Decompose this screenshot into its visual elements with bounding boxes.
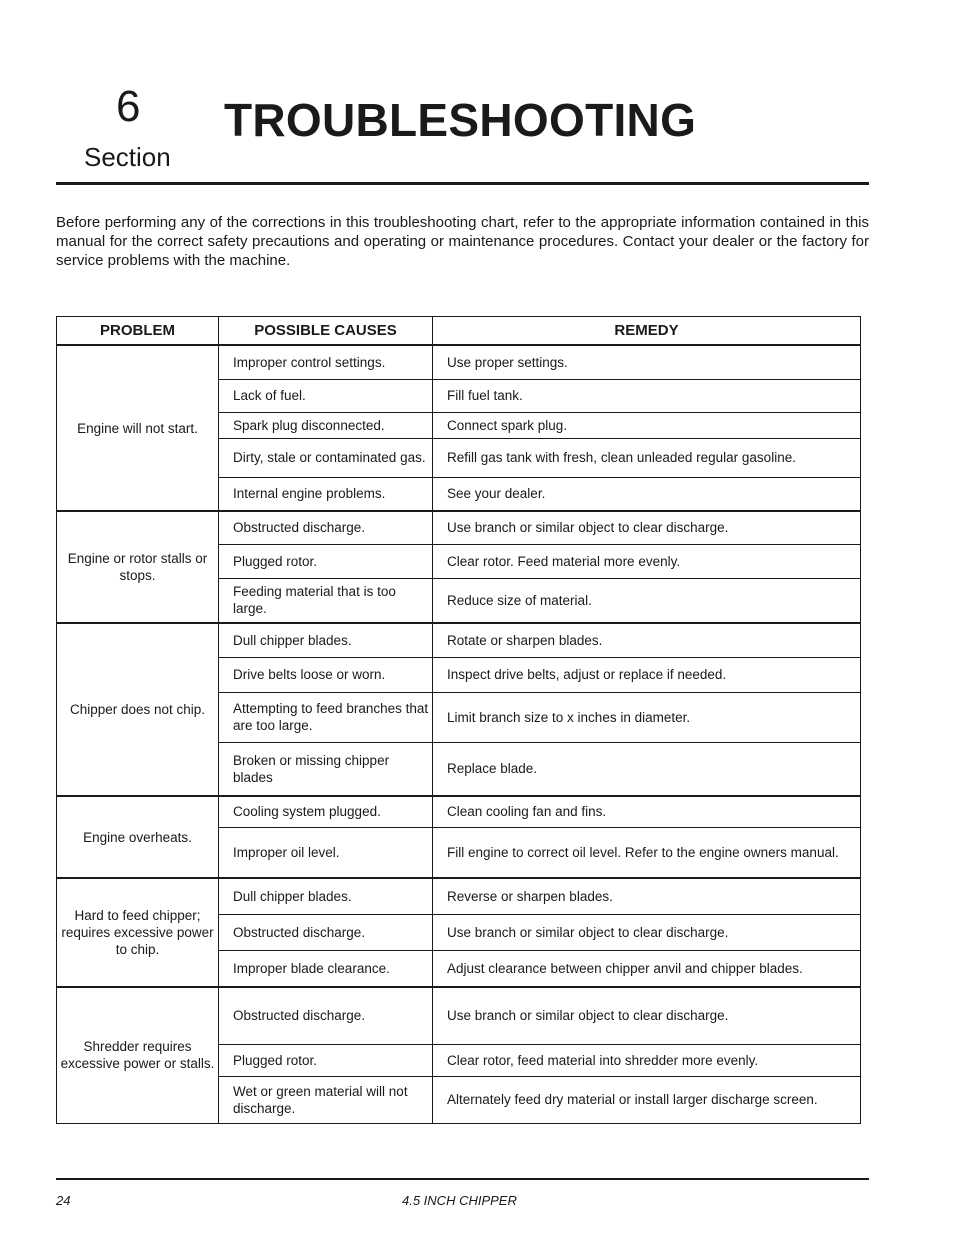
remedy-cell: Adjust clearance between chipper anvil and chipper blades. xyxy=(433,950,861,987)
table-row xyxy=(57,987,861,1044)
problem-cell: Engine will not start. xyxy=(57,345,219,511)
cause-cell: Obstructed discharge. xyxy=(219,987,433,1044)
cause-cell: Feeding material that is too large. xyxy=(219,578,433,623)
column-header-causes: POSSIBLE CAUSES xyxy=(219,317,433,346)
remedy-cell: Use branch or similar object to clear discharge. xyxy=(433,987,861,1044)
cause-cell: Dull chipper blades. xyxy=(219,878,433,914)
problem-cell: Engine overheats. xyxy=(57,796,219,878)
cause-cell: Spark plug disconnected. xyxy=(219,412,433,438)
table-row xyxy=(57,511,861,544)
table-row xyxy=(57,796,861,827)
remedy-cell: Alternately feed dry material or install larger discharge screen. xyxy=(433,1076,861,1123)
remedy-cell: Clear rotor, feed material into shredder more evenly. xyxy=(433,1044,861,1076)
cause-cell: Attempting to feed branches that are too large. xyxy=(219,692,433,742)
cause-cell: Dirty, stale or contaminated gas. xyxy=(219,438,433,477)
remedy-cell: Connect spark plug. xyxy=(433,412,861,438)
column-header-problem: PROBLEM xyxy=(57,317,219,346)
footer-divider xyxy=(56,1178,869,1180)
intro-paragraph: Before performing any of the corrections in this troubleshooting chart, refer to the appropriate information contained in this manual for the correct safety precautions and operating or maintenance procedures. Contact your dealer or the factory for service problems with the machine. xyxy=(56,214,869,269)
table-header-row xyxy=(57,317,861,346)
cause-cell: Improper control settings. xyxy=(219,345,433,379)
cause-cell: Improper blade clearance. xyxy=(219,950,433,987)
remedy-cell: Reduce size of material. xyxy=(433,578,861,623)
problem-cell: Engine or rotor stalls or stops. xyxy=(57,511,219,623)
remedy-cell: Fill engine to correct oil level. Refer to the engine owners manual. xyxy=(433,827,861,878)
remedy-cell: Rotate or sharpen blades. xyxy=(433,623,861,657)
remedy-cell: Inspect drive belts, adjust or replace if needed. xyxy=(433,657,861,692)
footer-doc-title: 4.5 INCH CHIPPER xyxy=(402,1193,517,1208)
remedy-cell: See your dealer. xyxy=(433,477,861,511)
remedy-cell: Use branch or similar object to clear discharge. xyxy=(433,511,861,544)
cause-cell: Improper oil level. xyxy=(219,827,433,878)
cause-cell: Lack of fuel. xyxy=(219,379,433,412)
remedy-cell: Limit branch size to x inches in diameter. xyxy=(433,692,861,742)
remedy-cell: Replace blade. xyxy=(433,742,861,796)
cause-cell: Obstructed discharge. xyxy=(219,914,433,950)
remedy-cell: Use branch or similar object to clear discharge. xyxy=(433,914,861,950)
cause-cell: Plugged rotor. xyxy=(219,1044,433,1076)
remedy-cell: Clear rotor. Feed material more evenly. xyxy=(433,544,861,578)
cause-cell: Obstructed discharge. xyxy=(219,511,433,544)
remedy-cell: Fill fuel tank. xyxy=(433,379,861,412)
column-header-remedy: REMEDY xyxy=(433,317,861,346)
header-divider xyxy=(56,182,869,185)
cause-cell: Internal engine problems. xyxy=(219,477,433,511)
table-row xyxy=(57,623,861,657)
page-title: TROUBLESHOOTING xyxy=(224,94,697,146)
remedy-cell: Reverse or sharpen blades. xyxy=(433,878,861,914)
cause-cell: Wet or green material will not discharge. xyxy=(219,1076,433,1123)
problem-cell: Shredder requires excessive power or stalls. xyxy=(57,987,219,1123)
troubleshooting-table xyxy=(56,316,861,1124)
problem-cell: Hard to feed chipper; requires excessive power to chip. xyxy=(57,878,219,987)
section-label: Section xyxy=(84,142,171,172)
cause-cell: Plugged rotor. xyxy=(219,544,433,578)
problem-cell: Chipper does not chip. xyxy=(57,623,219,796)
table-row xyxy=(57,345,861,379)
cause-cell: Dull chipper blades. xyxy=(219,623,433,657)
remedy-cell: Use proper settings. xyxy=(433,345,861,379)
remedy-cell: Clean cooling fan and fins. xyxy=(433,796,861,827)
remedy-cell: Refill gas tank with fresh, clean unleaded regular gasoline. xyxy=(433,438,861,477)
cause-cell: Drive belts loose or worn. xyxy=(219,657,433,692)
cause-cell: Broken or missing chipper blades xyxy=(219,742,433,796)
cause-cell: Cooling system plugged. xyxy=(219,796,433,827)
section-number: 6 xyxy=(116,82,141,131)
table-row xyxy=(57,878,861,914)
page-number: 24 xyxy=(56,1193,71,1208)
